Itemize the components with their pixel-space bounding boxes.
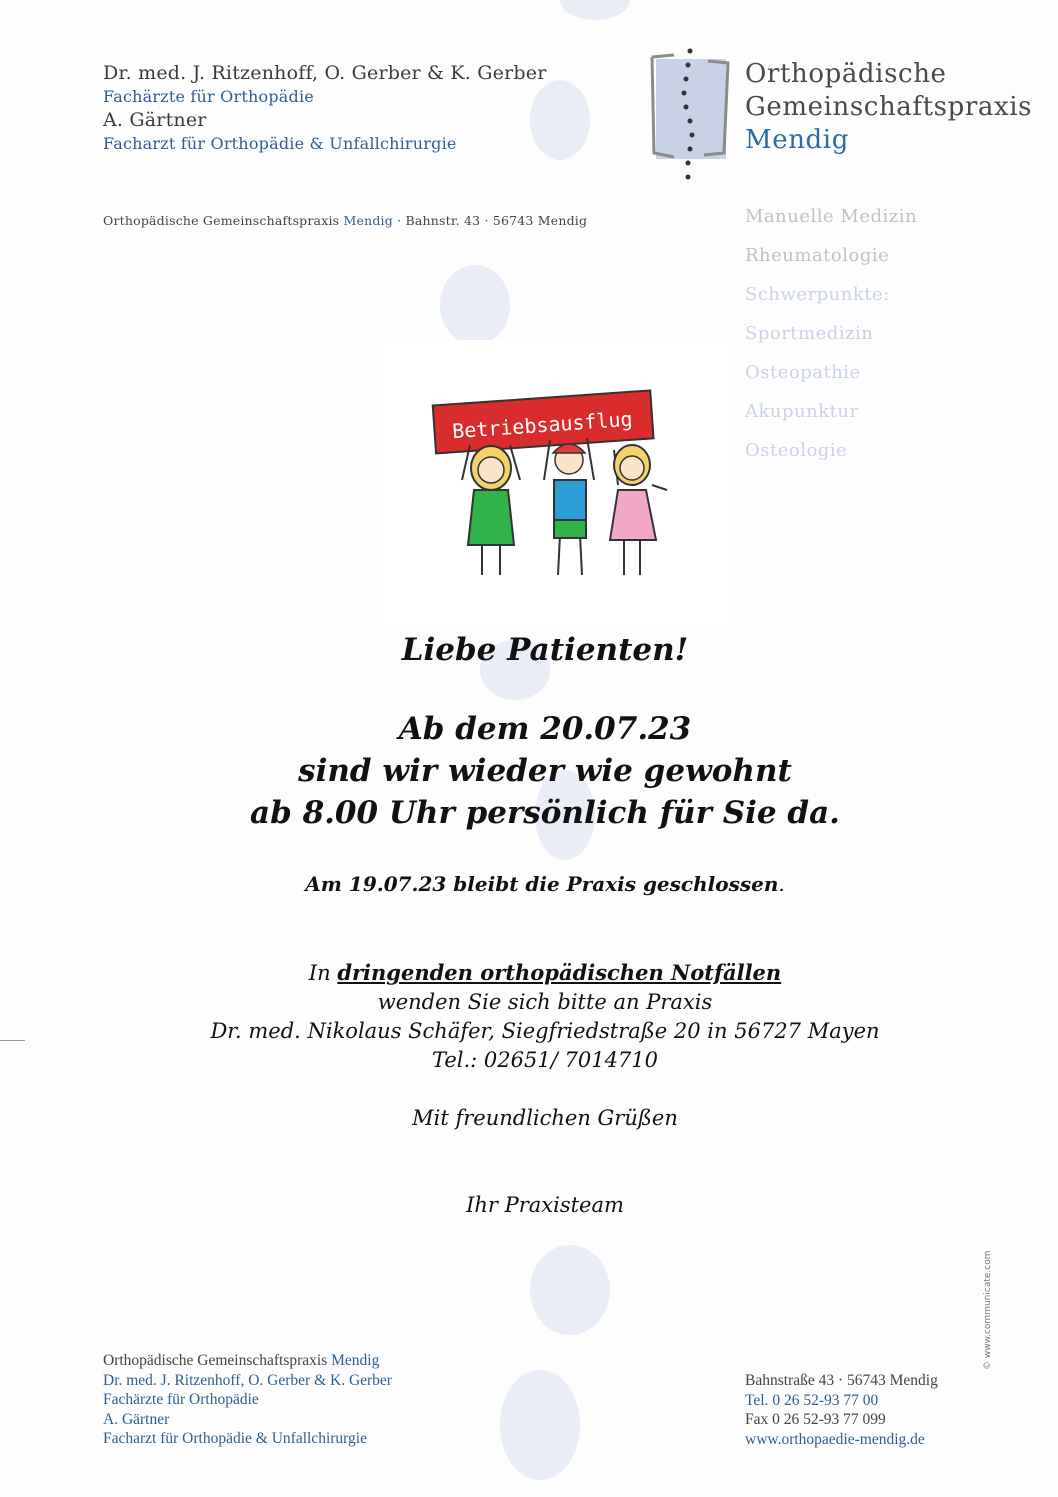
regards: Mit freundlichen Grüßen xyxy=(412,1106,678,1130)
watermark-shape xyxy=(440,265,510,345)
notice-line-2: sind wir wieder wie gewohnt xyxy=(298,753,792,789)
notice-line-1: Ab dem 20.07.23 xyxy=(398,711,692,747)
return-address xyxy=(103,213,587,228)
banner-text: Betriebsausflug xyxy=(451,406,634,444)
notice-greeting: Liebe Patienten! xyxy=(401,632,689,668)
footer-doctors: Dr. med. J. Ritzenhoff, O. Gerber & K. Gerber xyxy=(103,1371,392,1389)
emergency-line-1 xyxy=(0,958,1058,988)
second-doctor-specialty: Facharzt für Orthopädie & Unfallchirurgie xyxy=(103,134,457,153)
design-credit: © www.communicate.com xyxy=(983,1250,993,1370)
letterhead-doctors xyxy=(103,62,546,153)
service-item: Akupunktur xyxy=(745,401,859,422)
footer-fax: Fax 0 26 52-93 77 099 xyxy=(745,1411,886,1428)
return-address-practice: Orthopädische Gemeinschaftspraxis xyxy=(103,213,340,228)
emergency-phone: Tel.: 02651/ 7014710 xyxy=(431,1048,659,1072)
logo-line-3: Mendig xyxy=(745,125,849,155)
second-doctor-name: A. Gärtner xyxy=(103,109,207,131)
return-address-city: Mendig xyxy=(343,213,393,228)
service-item: Sportmedizin xyxy=(745,323,874,344)
footer-right xyxy=(745,1371,938,1449)
signature: Ihr Praxisteam xyxy=(466,1193,624,1217)
emergency-emphasis: dringenden orthopädischen Notfällen xyxy=(337,960,782,985)
watermark-shape xyxy=(500,1370,580,1480)
watermark-shape xyxy=(560,0,630,20)
service-item: Rheumatologie xyxy=(745,245,890,266)
doctors-names: Dr. med. J. Ritzenhoff, O. Gerber & K. Gerber xyxy=(103,62,547,84)
emergency-info xyxy=(0,958,1058,1075)
footer-web-link[interactable]: www.orthopaedie-mendig.de xyxy=(745,1430,925,1448)
footer-practice xyxy=(103,1351,392,1371)
notice-line-3: ab 8.00 Uhr persönlich für Sie da. xyxy=(250,795,840,831)
footer-practice-city: Mendig xyxy=(331,1352,380,1369)
notice-reopening xyxy=(0,708,1058,834)
fold-mark xyxy=(0,1040,25,1041)
services-list xyxy=(745,206,917,479)
watermark-shape xyxy=(530,1245,610,1335)
spine-logo-icon xyxy=(648,45,733,190)
return-address-street: · Bahnstr. 43 · 56743 Mendig xyxy=(397,213,588,228)
service-item: Schwerpunkte: xyxy=(745,284,890,305)
logo-line-2: Gemeinschaftspraxis xyxy=(745,92,1033,122)
logo-line-1: Orthopädische xyxy=(745,59,947,89)
footer-tel: Tel. 0 26 52-93 77 00 xyxy=(745,1391,879,1409)
footer-second-specialty: Facharzt für Orthopädie & Unfallchirurgie xyxy=(103,1430,367,1447)
logo-wordmark xyxy=(745,58,1032,157)
doctors-specialty: Fachärzte für Orthopädie xyxy=(103,87,314,106)
emergency-line-2: wenden Sie sich bitte an Praxis xyxy=(377,990,713,1014)
emergency-prefix: In xyxy=(308,961,331,985)
footer-left xyxy=(103,1351,392,1449)
notice-closed xyxy=(0,872,1058,896)
company-outing-illustration xyxy=(382,340,734,625)
emergency-line-3: Dr. med. Nikolaus Schäfer, Siegfriedstraße 20 in 56727 Mayen xyxy=(210,1019,880,1043)
footer-doctors-specialty: Fachärzte für Orthopädie xyxy=(103,1391,259,1408)
service-item: Osteopathie xyxy=(745,362,861,383)
notice-closed-period: . xyxy=(778,872,785,896)
service-item: Osteologie xyxy=(745,440,848,461)
footer-address: Bahnstraße 43 · 56743 Mendig xyxy=(745,1372,938,1389)
notice-closed-text: Am 19.07.23 bleibt die Praxis geschlossen xyxy=(305,872,779,896)
footer-second-doctor: A. Gärtner xyxy=(103,1410,170,1428)
service-item: Manuelle Medizin xyxy=(745,206,918,227)
footer-practice-name: Orthopädische Gemeinschaftspraxis xyxy=(103,1352,328,1369)
